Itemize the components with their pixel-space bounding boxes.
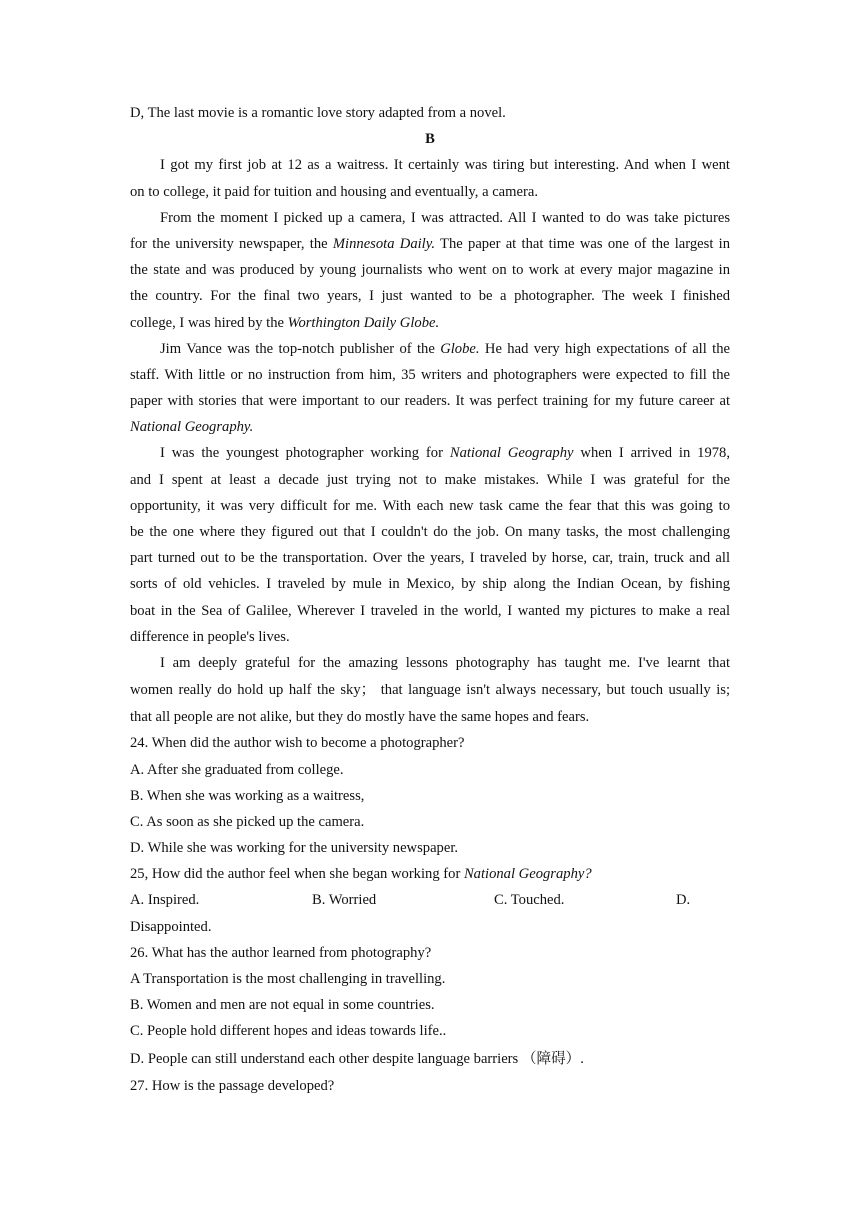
question-stem: [130, 861, 730, 887]
text: Jim Vance was the top-notch publisher of the: [160, 340, 441, 357]
paragraph-4-line: opportunity, it was very difficult for me. With each new task came the fear that this was going to: [130, 497, 730, 514]
paragraph-3-line: paper with stories that were important to our readers. It was perfect training for my future career at: [130, 393, 730, 410]
paragraph-4-line: part turned out to be the transportation. Over the years, I traveled by horse, car, train, truck and all: [130, 550, 730, 567]
question-25: [130, 861, 730, 940]
question-27: [130, 1073, 730, 1099]
options-row: [130, 887, 730, 913]
paragraph-4-line: boat in the Sea of Galilee, Wherever I traveled in the world, I wanted my pictures to make a real: [130, 602, 730, 619]
text: 25, How did the author feel when she began working for: [130, 866, 464, 883]
text: for the university newspaper, the: [130, 235, 333, 252]
option-b: B. Women and men are not equal in some countries.: [130, 997, 435, 1014]
paragraph-4-line: difference in people's lives.: [130, 628, 290, 645]
text: I was the youngest photographer working for: [160, 445, 450, 462]
option-d: D. People can still understand each other despite language barriers （障碍）.: [130, 1050, 584, 1067]
paragraph-4-line: be the one where they figured out that I couldn't do the job. On many tasks, the most challenging: [130, 524, 730, 540]
question-24: [130, 730, 730, 861]
question-26: [130, 940, 730, 1073]
paragraph-3-line: [130, 336, 730, 362]
option-a: A. After she graduated from college.: [130, 761, 344, 778]
paragraph-1-line: on to college, it paid for tuition and housing and eventually, a camera.: [130, 183, 538, 200]
text: when I arrived in 1978,: [573, 445, 730, 462]
option-c: C. As soon as she picked up the camera.: [130, 813, 365, 830]
previous-option-d: D, The last movie is a romantic love story adapted from a novel.: [130, 105, 506, 121]
option-b: B. Worried: [312, 892, 377, 909]
text: The paper at that time was one of the largest in: [435, 235, 731, 252]
magazine-name: National Geography: [449, 445, 574, 462]
paragraph-4-line: [130, 440, 730, 466]
section-heading: B: [425, 131, 435, 148]
paragraph-5-line: that all people are not alike, but they do mostly have the same hopes and fears.: [130, 709, 590, 726]
option-d: D. While she was working for the university newspaper.: [130, 840, 459, 857]
magazine-name: National Geography?: [463, 866, 592, 883]
paragraph-2-line: the state and was produced by young journalists who went on to work at every major magazine in: [130, 262, 730, 279]
magazine-name: National Geography.: [130, 419, 254, 436]
paragraph-4-line: and I spent at least a decade just trying not to make mistakes. While I was grateful for the: [130, 471, 730, 488]
paragraph-2-line: From the moment I picked up a camera, I was attracted. All I wanted to do was take pictures: [160, 209, 730, 226]
option-d-text: Disappointed.: [130, 918, 212, 935]
newspaper-name: Globe.: [440, 340, 480, 357]
question-stem: 27. How is the passage developed?: [130, 1077, 335, 1094]
paragraph-5-line: I am deeply grateful for the amazing lessons photography has taught me. I've learnt that: [160, 654, 730, 671]
paragraph-3-line: staff. With little or no instruction from him, 35 writers and photographers were expected to fill the: [130, 366, 730, 383]
paragraph-2-line: [130, 231, 730, 257]
option-a: A. Inspired.: [130, 892, 200, 909]
question-stem: 26. What has the author learned from photography?: [130, 944, 432, 961]
paragraph-3-line: [130, 414, 730, 440]
option-a: A Transportation is the most challenging in travelling.: [130, 971, 446, 987]
option-c: C. Touched.: [494, 892, 565, 909]
newspaper-name: Minnesota Daily.: [332, 235, 436, 252]
paragraph-2-line: [130, 310, 730, 336]
paragraph-1-line: I got my first job at 12 as a waitress. It certainly was tiring but interesting. And when I went: [160, 157, 730, 174]
option-b: B. When she was working as a waitress,: [130, 787, 365, 804]
paragraph-4-line: sorts of old vehicles. I traveled by mule in Mexico, by ship along the Indian Ocean, by fishing: [130, 576, 730, 593]
passage: [130, 152, 730, 730]
option-d-label: D.: [676, 892, 691, 909]
option-c: C. People hold different hopes and ideas towards life..: [130, 1023, 447, 1040]
question-stem: 24. When did the author wish to become a photographer?: [130, 735, 465, 752]
text: He had very high expectations of all the: [479, 340, 730, 357]
newspaper-name: Worthington Daily Globe.: [287, 314, 440, 331]
text: college, I was hired by the: [130, 314, 288, 331]
document-body: [130, 100, 730, 1099]
paragraph-5-line: women really do hold up half the sky； that language isn't always necessary, but touch usually is;: [130, 682, 730, 699]
paragraph-2-line: the country. For the final two years, I just wanted to be a photographer. The week I finished: [130, 288, 730, 305]
